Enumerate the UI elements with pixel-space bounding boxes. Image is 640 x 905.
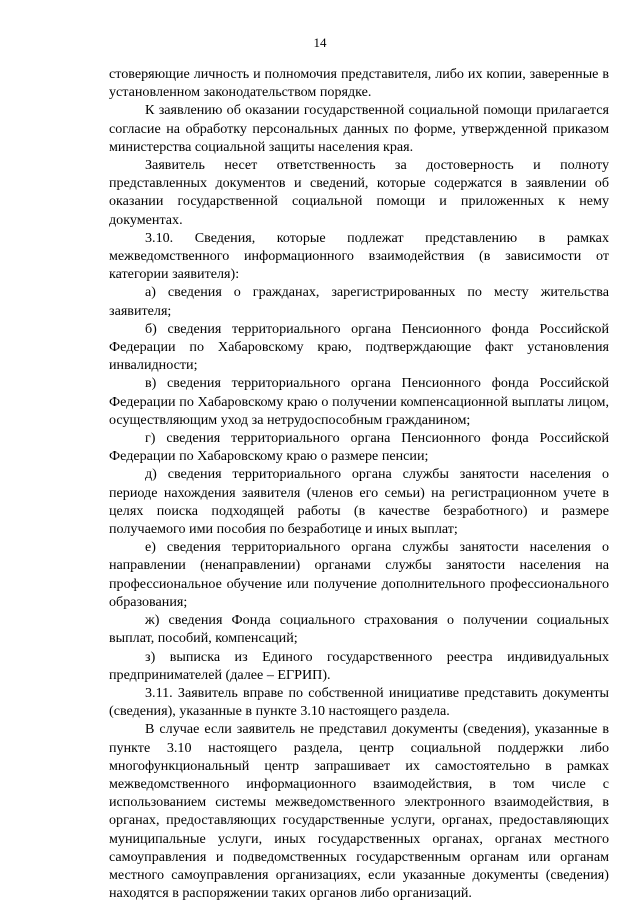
list-item-g: г) сведения территориального органа Пенсионного фонда Российской Федерации по Хабаровскому краю о размере пенсии; xyxy=(109,430,609,465)
list-item-e: е) сведения территориального органа службы занятости населения о направлении (ненаправлении) органами службы занятости населения на профессиональное обучение или получение дополнительного профессионального образования; xyxy=(109,539,609,610)
paragraph-3-10: 3.10. Сведения, которые подлежат представлению в рамках межведомственного информационного взаимодействия (в зависимости от категории заявителя): xyxy=(109,229,609,283)
paragraph-responsibility: Заявитель несет ответственность за достоверность и полноту представленных документов и сведений, которые содержатся в заявлении об оказании государственной социальной помощи и приложенных к нему документах. xyxy=(109,157,609,228)
paragraph-consent: К заявлению об оказании государственной социальной помощи прилагается согласие на обработку персональных данных по форме, утвержденной приказом министерства социальной защиты населения края. xyxy=(109,102,609,155)
document-body xyxy=(109,65,609,902)
paragraph-3-11: 3.11. Заявитель вправе по собственной инициативе представить документы (сведения), указанные в пункте 3.10 настоящего раздела. xyxy=(109,684,609,720)
list-item-b: б) сведения территориального органа Пенсионного фонда Российской Федерации по Хабаровскому краю, подтверждающие факт установления инвалидности; xyxy=(109,320,609,374)
list-item-v: в) сведения территориального органа Пенсионного фонда Российской Федерации по Хабаровскому краю о получении компенсационной выплаты лицом, осуществляющим уход за нетрудоспособным гражданином; xyxy=(109,375,609,428)
list-item-z: з) выписка из Единого государственного реестра индивидуальных предпринимателей (далее – ЕГРИП). xyxy=(109,648,609,683)
list-item-zh: ж) сведения Фонда социального страхования о получении социальных выплат, пособий, компенсаций; xyxy=(109,612,609,647)
page-number: 14 xyxy=(313,35,327,50)
list-item-d: д) сведения территориального органа службы занятости населения о периоде нахождения заявителя (членов его семьи) на регистрационном учете в целях поиска подходящей работы (в качестве безработного) и размере получаемого ими пособия по безработице и иных выплат; xyxy=(109,466,609,538)
list-item-a: а) сведения о гражданах, зарегистрированных по месту жительства заявителя; xyxy=(109,284,609,319)
paragraph-interagency-request: В случае если заявитель не представил документы (сведения), указанные в пункте 3.10 настоящего раздела, центр социальной поддержки либо многофункциональный центр запрашивает их самостоятельно в рамках межведомственного информационного взаимодействия, в том числе с использованием системы межведомственного электронного взаимодействия, в органах, предоставляющих государственные услуги, органах, предоставляющих муниципальные услуги, иных государственных органах, органах местного самоуправления и подведомственных государственным органам или органам местного самоуправления организациях, если указанные документы (сведения) находятся в распоряжении таких органов либо организаций. xyxy=(109,721,609,902)
paragraph-continuation: стоверяющие личность и полномочия представителя, либо их копии, заверенные в установленном законодательством порядке. xyxy=(109,66,609,101)
